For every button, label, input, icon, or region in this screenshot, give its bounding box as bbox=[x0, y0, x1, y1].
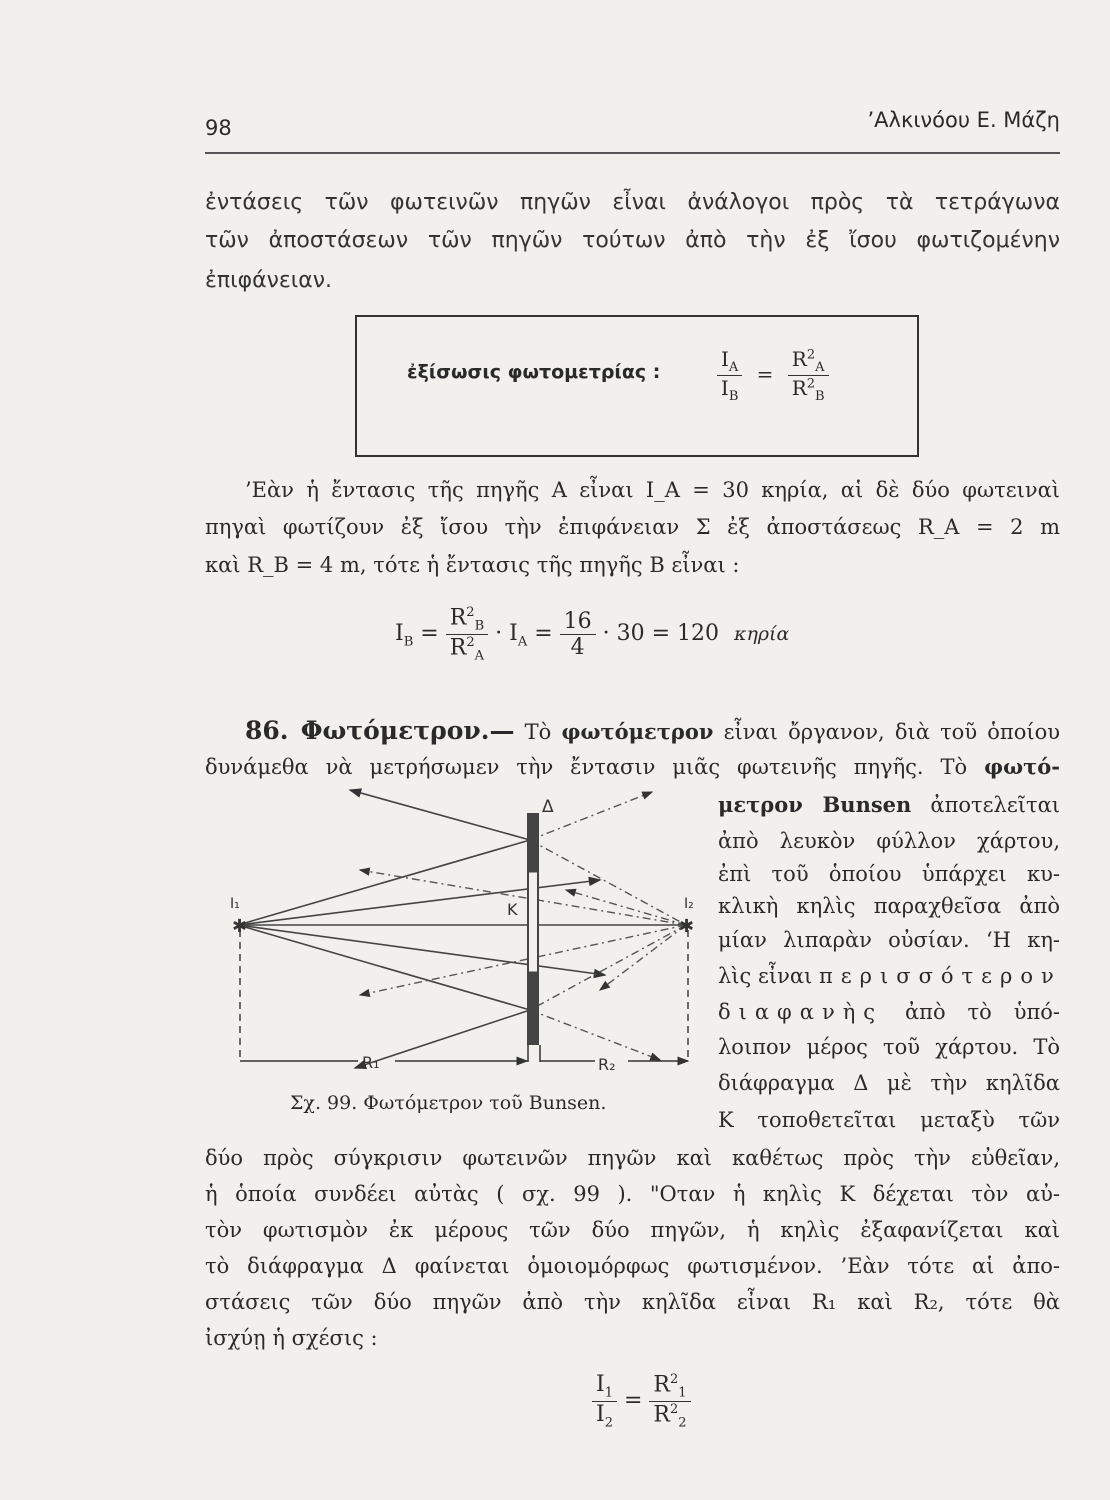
subscript: 1 bbox=[604, 1385, 613, 1401]
subscript: 2 bbox=[604, 1415, 613, 1431]
para1-line: τῶν ἀποστάσεων τῶν πηγῶν τούτων ἀπὸ τὴν ἐξ ἴσου φωτιζομένην bbox=[205, 228, 1060, 253]
after-line: ἰσχύῃ ἡ σχέσις : bbox=[205, 1326, 378, 1350]
subscript: B bbox=[474, 618, 485, 634]
numerator: I bbox=[721, 347, 729, 371]
header-rule bbox=[205, 152, 1060, 154]
text: λὶς εἶναι bbox=[718, 964, 813, 988]
page-number: 98 bbox=[205, 116, 232, 140]
exponent: 2 bbox=[806, 376, 816, 392]
denominator: I bbox=[720, 376, 729, 400]
bold-term: φωτόμετρον bbox=[561, 719, 714, 744]
section-heading: 86. Φωτόμετρον.— bbox=[245, 716, 515, 745]
label-k: K bbox=[507, 900, 518, 919]
equals-sign: = bbox=[623, 1388, 643, 1414]
figure-caption: Σχ. 99. Φωτόμετρον τοῦ Bunsen. bbox=[290, 1092, 607, 1114]
numerator: R bbox=[791, 347, 807, 371]
bunsen-photometer-figure bbox=[200, 780, 710, 1090]
label-i1: I₁ bbox=[230, 896, 240, 912]
photometry-equation-box bbox=[355, 315, 919, 457]
text: ἀποτελεῖται bbox=[930, 793, 1060, 817]
numerator: 16 bbox=[560, 609, 596, 635]
equation-label: ἐξίσωσις φωτομετρίας : bbox=[407, 361, 661, 383]
para1-line: ἐντάσεις τῶν φωτεινῶν πηγῶν εἶναι ἀνάλογοι πρὸς τὰ τετράγωνα bbox=[205, 190, 1060, 215]
source-i1: ✱ bbox=[232, 916, 248, 937]
spaced-text: περισσότερον bbox=[818, 964, 1062, 988]
subscript: 2 bbox=[678, 1415, 687, 1431]
subscript: B bbox=[815, 389, 825, 404]
exponent: 2 bbox=[670, 1372, 679, 1387]
equals-sign: = bbox=[756, 362, 774, 386]
column-line bbox=[718, 792, 1060, 817]
subscript: B bbox=[403, 634, 414, 650]
column-line: μίαν λιπαρὰν οὐσίαν. ‘Η κη- bbox=[718, 928, 1060, 952]
label-r1: R₁ bbox=[362, 1053, 380, 1072]
para2-line: πηγαὶ φωτίζουν ἐξ ἴσου τὴν ἐπιφάνειαν Σ ἐξ ἀποστάσεως R_A = 2 m bbox=[205, 515, 1060, 539]
after-line: στάσεις τῶν δύο πηγῶν ἀπὸ τὴν κηλῖδα εἶναι R₁ καὶ R₂, τότε θὰ bbox=[205, 1290, 1060, 1314]
label-delta: Δ bbox=[542, 797, 554, 817]
formula-term: · I bbox=[495, 621, 518, 647]
denominator: I bbox=[596, 1401, 605, 1427]
numerator: R bbox=[449, 605, 467, 631]
source-i2: ✱ bbox=[679, 916, 695, 937]
spaced-text: διαφανὴς bbox=[718, 1000, 884, 1024]
subscript: A bbox=[517, 634, 528, 650]
column-line: κλικὴ κηλὶς παραχθεῖσα ἀπὸ bbox=[718, 894, 1060, 918]
formula-term: · 30 = 120 bbox=[602, 621, 720, 647]
after-line: τὸν φωτισμὸν ἐκ μέρους τῶν δύο πηγῶν, ἡ κηλὶς ἐξαφανίζεται καὶ bbox=[205, 1218, 1060, 1242]
unit: κηρία bbox=[734, 623, 790, 646]
subscript: B bbox=[728, 389, 739, 404]
bold-term: φωτό- bbox=[984, 754, 1060, 779]
denominator: R bbox=[449, 635, 467, 661]
label-i2: I₂ bbox=[684, 896, 694, 912]
denominator: R bbox=[653, 1402, 670, 1428]
section-line-2 bbox=[205, 754, 1060, 779]
subscript: 1 bbox=[678, 1385, 687, 1401]
running-header-author: ’Αλκινόου Ε. Μάζη bbox=[867, 108, 1060, 132]
exponent: 2 bbox=[670, 1401, 679, 1417]
exponent: 2 bbox=[806, 347, 816, 363]
equals-sign: = bbox=[420, 621, 439, 647]
denominator: R bbox=[791, 376, 807, 400]
section-line-1 bbox=[245, 716, 1060, 745]
exponent: 2 bbox=[466, 634, 475, 650]
para2-line: ’Εὰν ἡ ἔντασις τῆς πηγῆς Α εἶναι I_A = 30 κηρία, αἱ δὲ δύο φωτειναὶ bbox=[245, 478, 1060, 502]
text: ἀπὸ τὸ ὑπό- bbox=[904, 1000, 1060, 1024]
equals-sign: = bbox=[534, 621, 553, 647]
subscript: A bbox=[815, 360, 825, 375]
subscript: A bbox=[474, 648, 485, 664]
column-line bbox=[718, 964, 1060, 988]
column-line: διάφραγμα Δ μὲ τὴν κηλῖδα bbox=[718, 1071, 1060, 1095]
bold-term: μετρον Bunsen bbox=[718, 792, 912, 817]
column-line: λοιπον μέρος τοῦ χάρτου. Τὸ bbox=[718, 1035, 1060, 1059]
text: Τὸ bbox=[524, 720, 552, 744]
column-line: Κ τοποθετεῖται μεταξὺ τῶν bbox=[718, 1108, 1060, 1132]
subscript: A bbox=[728, 360, 739, 375]
intensity-formula bbox=[395, 605, 789, 663]
after-line: τὸ διάφραγμα Δ φαίνεται ὁμοιομόρφως φωτισμένον. ’Εὰν τότε αἱ ἀπο- bbox=[205, 1254, 1060, 1278]
after-line: δύο πρὸς σύγκρισιν φωτεινῶν πηγῶν καὶ καθέτως πρὸς τὴν εὐθεῖαν, bbox=[205, 1146, 1060, 1170]
column-line: ἐπὶ τοῦ ὁποίου ὑπάρχει κυ- bbox=[718, 862, 1060, 886]
numerator: R bbox=[653, 1372, 670, 1398]
after-line: ἡ ὁποία συνδέει αὐτὰς ( σχ. 99 ). "Οταν ἡ κηλὶς Κ δέχεται τὸν αὐ- bbox=[205, 1182, 1060, 1206]
formula-term: I bbox=[395, 621, 404, 647]
photometry-equation bbox=[717, 347, 829, 404]
column-line bbox=[718, 1000, 1060, 1024]
column-line: ἀπὸ λευκὸν φύλλον χάρτου, bbox=[718, 829, 1060, 853]
para2-line: καὶ R_B = 4 m, τότε ἡ ἔντασις τῆς πηγῆς Β εἶναι : bbox=[205, 553, 740, 577]
exponent: 2 bbox=[466, 605, 475, 620]
grease-spot bbox=[529, 872, 538, 972]
text: δυνάμεθα νὰ μετρήσωμεν τὴν ἔντασιν μιᾶς φωτεινῆς πηγῆς. Τὸ bbox=[205, 755, 968, 779]
photometer-ratio-formula bbox=[592, 1372, 691, 1430]
para1-line: ἐπιφάνειαν. bbox=[205, 268, 333, 293]
label-r2: R₂ bbox=[598, 1055, 616, 1074]
text: εἶναι ὄργανον, διὰ τοῦ ὁποίου bbox=[723, 720, 1060, 744]
denominator: 4 bbox=[570, 634, 585, 660]
numerator: I bbox=[596, 1372, 605, 1398]
